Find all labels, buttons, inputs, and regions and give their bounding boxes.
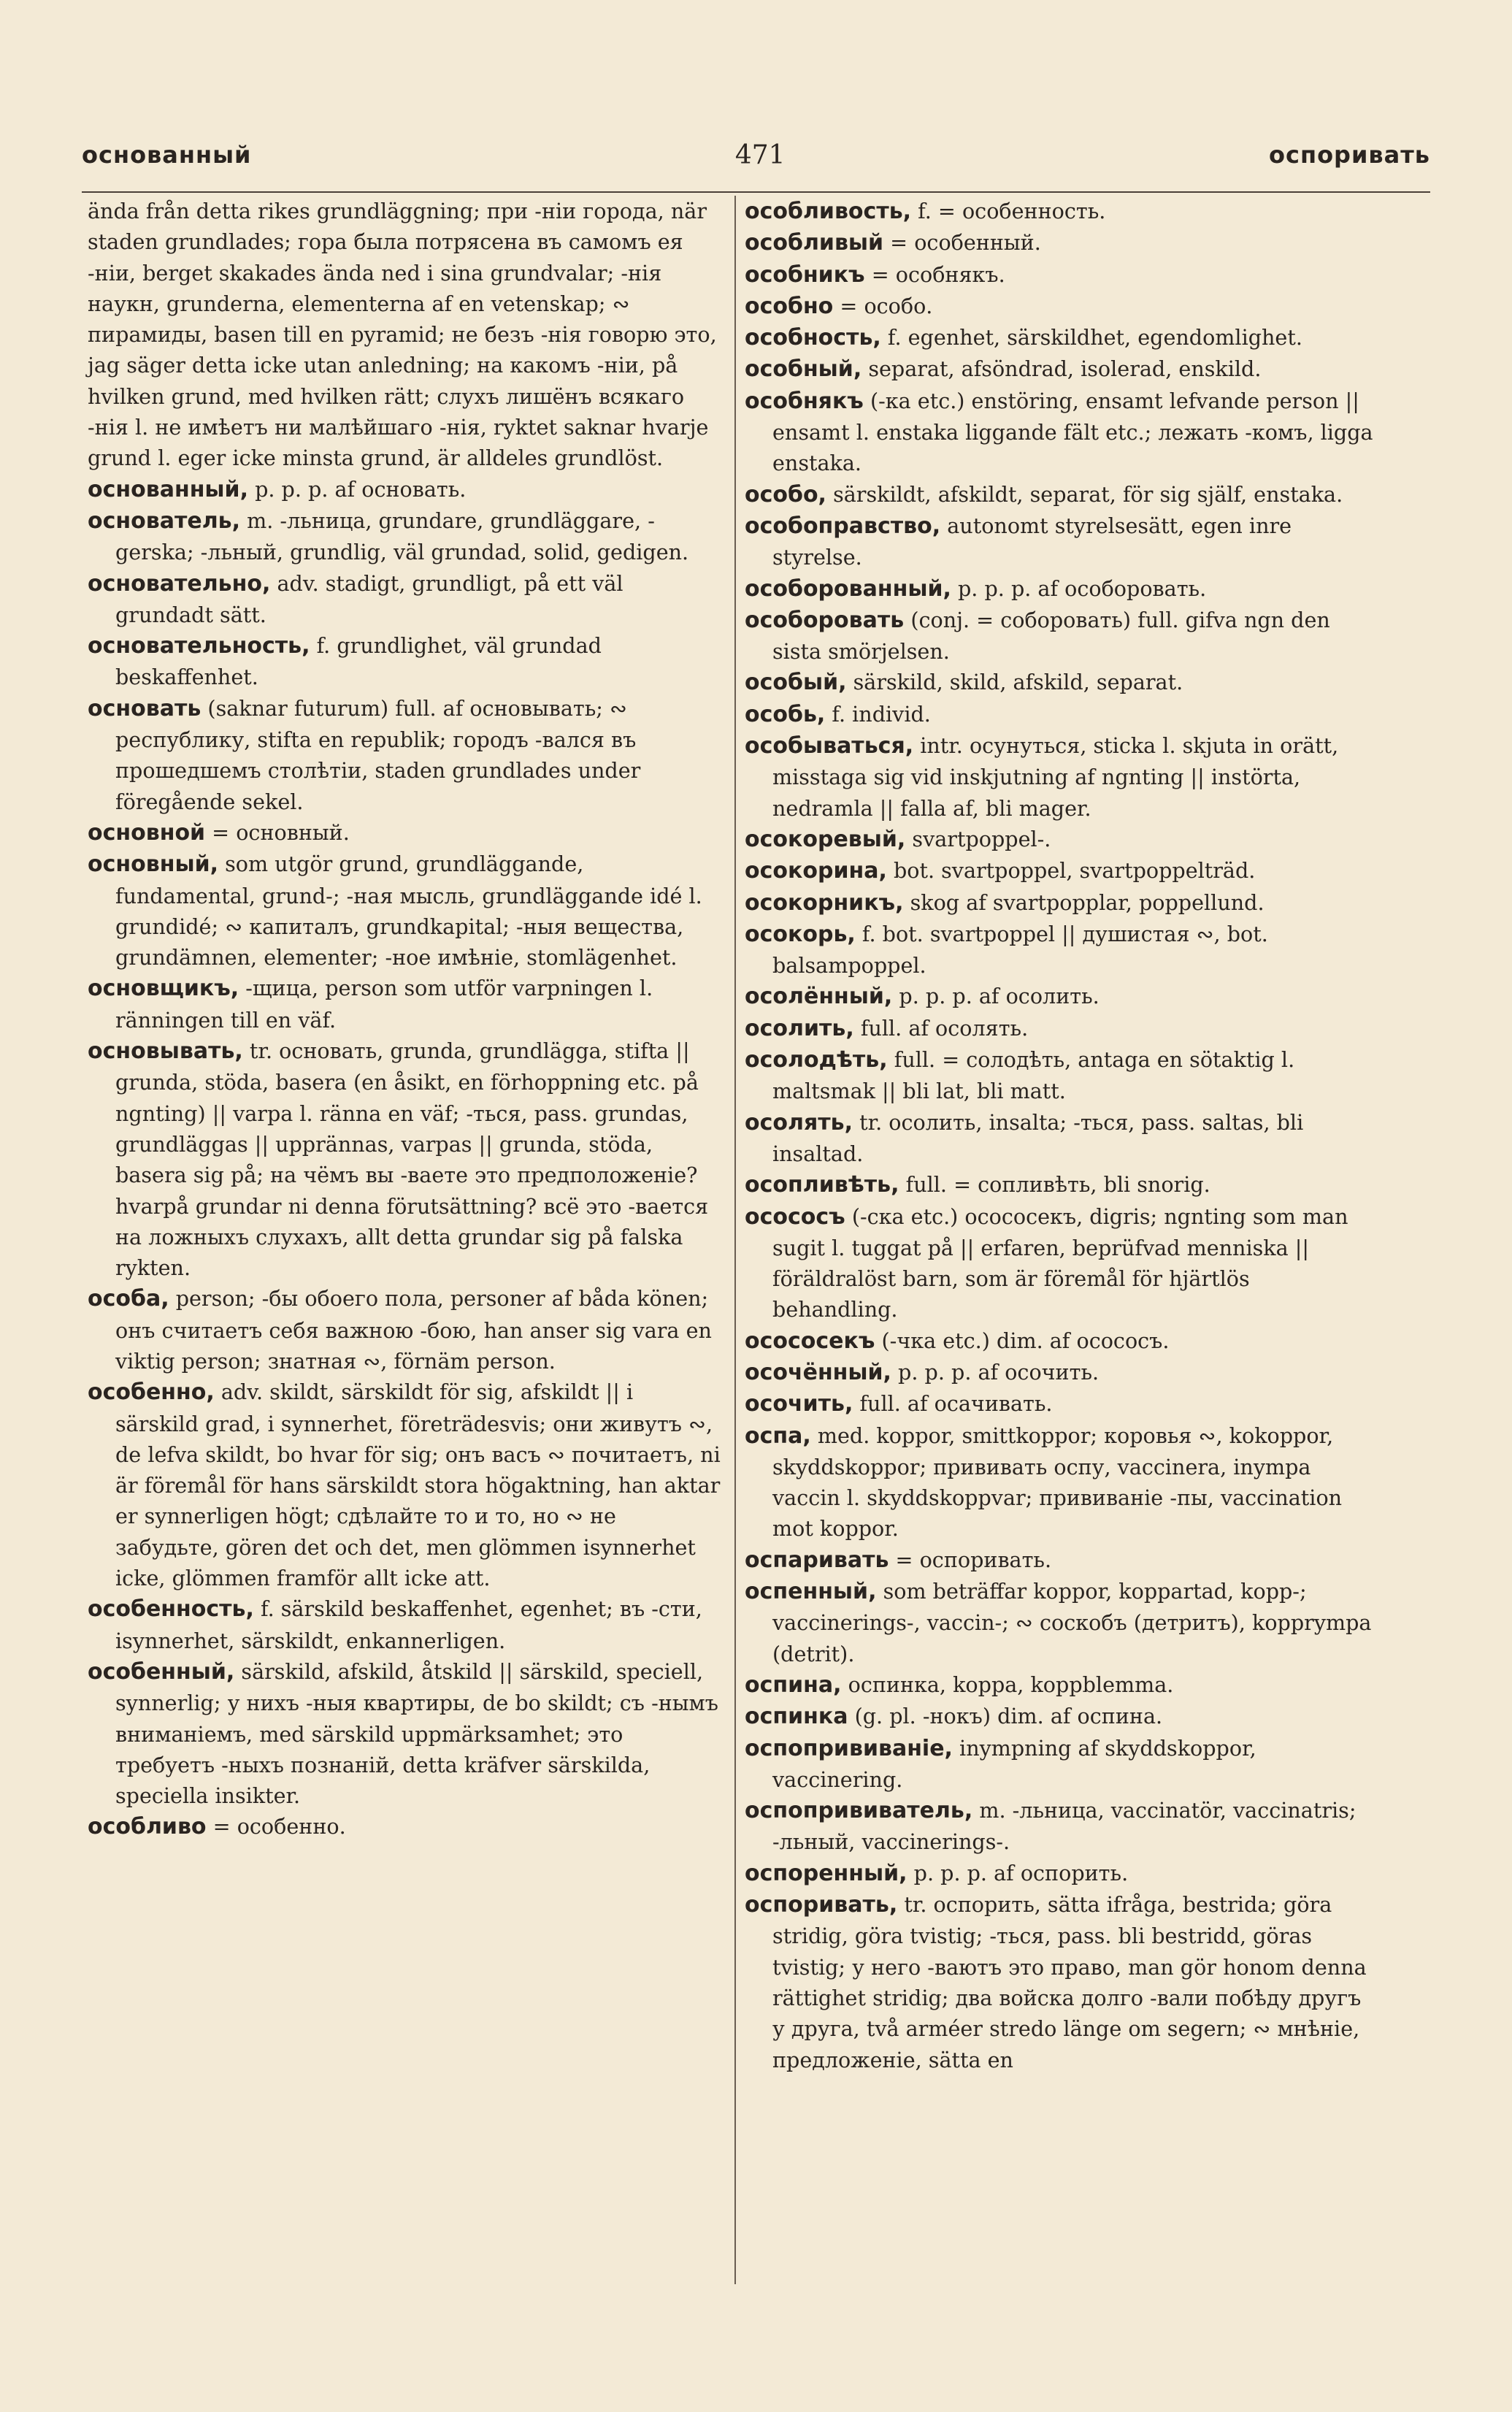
left-column	[88, 196, 723, 1843]
entry-definition: bot. svartpoppel, svartpoppelträd.	[893, 858, 1256, 884]
entry-definition: full. = сопливѣть, bli snorig.	[905, 1172, 1210, 1198]
dictionary-entry	[745, 1420, 1380, 1544]
entry-headword: основать	[88, 695, 202, 721]
dictionary-entry	[745, 981, 1380, 1012]
entry-definition: = особенный.	[890, 230, 1041, 256]
entry-headword: осочить,	[745, 1391, 853, 1417]
entry-definition: särskild, afskild, åtskild || särskild, speciell, synnerlig; у нихъ -ныя квартиры, de bo skildt; съ -нымъ вниманіемъ, med särskild uppmärksamhet; это требуетъ -ныхъ познаній, detta kräfver särskilda, speciella insikter.	[115, 1658, 718, 1809]
entry-definition: p. p. p. af основать.	[255, 476, 467, 502]
dictionary-entry	[745, 291, 1380, 322]
dictionary-entry	[88, 1593, 723, 1656]
dictionary-entry	[745, 1044, 1380, 1107]
entry-definition: intr. осунуться, sticka l. skjuta in orätt, misstaga sig vid inskjutning af ngnting || instörta, nedramla || falla af, bli mager.	[772, 733, 1339, 821]
dictionary-entry	[745, 259, 1380, 291]
entry-headword: осокоревый,	[745, 826, 906, 852]
entry-definition: = особенно.	[212, 1814, 346, 1839]
entry-definition: tr. оспорить, sätta ifråga, bestrida; göra stridig, göra tvistig; -ться, pass. bli bestridd, göras tvistig; у него -ваютъ это право, man gör honom denna rättighet stridig; два войска долго -вали побѣду другъ у друга, två arméer stredo länge om segern; ∾ мнѣніе, предложеніе, sätta en	[772, 1892, 1367, 2072]
entry-headword: особо,	[745, 481, 826, 508]
entry-definition: (g. pl. -нокъ) dim. af оспина.	[854, 1704, 1163, 1729]
entry-definition: som beträffar koppor, koppartad, kopp-; vaccinerings-, vaccin-; ∾ соскобъ (детритъ), kopprympa (detrit).	[772, 1579, 1372, 1666]
entry-headword: основательность,	[88, 633, 310, 659]
entry-definition: (-ска etc.) осососекъ, digris; ngnting som man sugit l. tuggat på || erfaren, beprüfvad menniska || föräldralöst barn, som är föremål för hjärtlös behandling.	[772, 1203, 1348, 1322]
entry-definition: -щица, person som utför varpningen l. ränningen till en väf.	[115, 976, 653, 1033]
dictionary-entry	[745, 1701, 1380, 1732]
entry-headword: оспина,	[745, 1672, 842, 1698]
dictionary-entry	[88, 196, 723, 474]
entry-headword: оспинка	[745, 1704, 848, 1730]
entry-definition: = особнякъ.	[871, 261, 1005, 287]
dictionary-entry	[745, 1169, 1380, 1201]
dictionary-entry	[88, 568, 723, 631]
entry-definition: m. -льница, vaccinatör, vaccinatris; -льный, vaccinerings-.	[772, 1798, 1356, 1855]
entry-definition: m. -льница, grundare, grundläggare, -gerska; -льный, grundlig, väl grundad, solid, gedigen.	[115, 508, 689, 565]
dictionary-entry	[745, 573, 1380, 605]
entry-definition: f. grundlighet, väl grundad beskaffenhet.	[115, 633, 602, 690]
entry-headword: особенность,	[88, 1596, 254, 1623]
entry-headword: осолять,	[745, 1109, 853, 1136]
dictionary-entry	[88, 693, 723, 817]
entry-definition: оспинка, koppa, koppblemma.	[848, 1672, 1174, 1697]
entry-headword: особоровать	[745, 607, 905, 633]
entry-headword: основщикъ,	[88, 976, 239, 1002]
entry-headword: особенно,	[88, 1379, 215, 1406]
entry-definition: autonomt styrelsesätt, egen inre styrelse.	[772, 513, 1292, 570]
entry-headword: особорованный,	[745, 575, 951, 602]
dictionary-entry	[745, 353, 1380, 385]
dictionary-entry	[88, 474, 723, 505]
entry-headword: особый,	[745, 670, 847, 696]
entry-headword: оспа,	[745, 1423, 811, 1449]
dictionary-entry	[745, 227, 1380, 259]
entry-headword: основный,	[88, 851, 218, 878]
dictionary-entry	[745, 1889, 1380, 2075]
entry-definition: adv. skildt, särskildt för sig, afskildt || i särskild grad, i synnerhet, företrädesvis; они живутъ ∾, de lefva skildt, bo hvar för sig; онъ васъ ∾ почитаетъ, ni är föremål för hans särskildt stora högaktning, han aktar er synnerligen högt; сдѣлайте то и то, но ∾ не забудьте, gören det och det, men glömmen isynnerhet icke, glömmen framför allt icke att.	[115, 1379, 721, 1591]
dictionary-entry	[745, 1858, 1380, 1889]
entry-headword: особа,	[88, 1286, 169, 1312]
entry-definition: = оспоривать.	[895, 1547, 1052, 1572]
entry-definition: f. särskild beskaffenhet, egenhet; въ -сти, isynnerhet, särskildt, enkannerligen.	[115, 1596, 702, 1653]
entry-headword: осопливѣть,	[745, 1172, 899, 1198]
entry-headword: основательно,	[88, 570, 271, 597]
entry-headword: оспоренный,	[745, 1860, 907, 1886]
entry-definition: full. af осолять.	[860, 1015, 1029, 1041]
dictionary-entry	[745, 667, 1380, 698]
dictionary-entry	[745, 322, 1380, 353]
dictionary-entry	[745, 1795, 1380, 1858]
dictionary-entry	[745, 699, 1380, 730]
entry-definition: separat, afsöndrad, isolerad, enskild.	[868, 356, 1262, 382]
dictionary-entry	[745, 1325, 1380, 1357]
entry-headword: основатель,	[88, 508, 241, 534]
dictionary-entry	[745, 1733, 1380, 1796]
entry-headword: особь,	[745, 701, 826, 727]
right-column	[745, 196, 1380, 2075]
dictionary-entry	[88, 1283, 723, 1377]
dictionary-entry	[745, 1201, 1380, 1325]
entry-headword: основанный,	[88, 476, 248, 502]
dictionary-entry	[88, 630, 723, 693]
dictionary-entry	[745, 855, 1380, 887]
entry-definition: skog af svartpopplar, poppellund.	[910, 889, 1265, 915]
entry-definition: svartpoppel-.	[912, 826, 1051, 851]
entry-headword: особный,	[745, 356, 862, 383]
entry-headword: осососъ	[745, 1203, 845, 1230]
column-divider	[734, 196, 736, 2284]
dictionary-entry	[745, 730, 1380, 824]
dictionary-entry	[745, 887, 1380, 919]
dictionary-entry	[745, 1669, 1380, 1701]
header-rule	[82, 191, 1430, 193]
entry-headword: осолить,	[745, 1015, 854, 1041]
entry-definition: person; -бы обоего пола, personer af båda könen; онъ считаетъ себя важною -бою, han anser sig vara en viktig person; знатная ∾, förnäm person.	[115, 1286, 712, 1374]
dictionary-entry	[745, 196, 1380, 227]
entry-definition: p. p. p. af оспорить.	[913, 1860, 1129, 1885]
entry-headword: осососекъ	[745, 1328, 875, 1354]
right-running-headword: оспоривать	[1269, 141, 1430, 169]
entry-definition: adv. stadigt, grundligt, på ett väl grundadt sätt.	[115, 570, 623, 627]
page-number: 471	[734, 139, 786, 170]
entry-definition: (conj. = соборовать) full. gifva ngn den sista smörjelsen.	[772, 607, 1330, 665]
dictionary-entry	[745, 1544, 1380, 1576]
entry-definition: (-ка etc.) enstöring, ensamt lefvande person || ensamt l. enstaka liggande fält etc.; лежать -комъ, ligga enstaka.	[772, 388, 1373, 476]
entry-definition: f. individ.	[832, 701, 931, 727]
entry-definition: tr. основать, grunda, grundlägga, stifta || grunda, stöda, basera (en åsikt, en förhoppning etc. på ngnting) || varpa l. ränna en väf; -ться, pass. grundas, grundläggas || upprännas, varpas || grunda, stöda, basera sig på; на чёмъ вы -ваете это предположеніе? hvarpå grundar ni denna förutsättning? всё это -вается на ложныхъ слухахъ, allt detta grundar sig på falska rykten.	[115, 1038, 709, 1281]
entry-headword: особность,	[745, 325, 881, 351]
entry-headword: оспенный,	[745, 1579, 877, 1605]
entry-definition: p. p. p. af особоровать.	[957, 575, 1207, 601]
entry-headword: основывать,	[88, 1038, 243, 1065]
entry-headword: оспаривать	[745, 1547, 889, 1573]
entry-headword: особываться,	[745, 733, 914, 759]
entry-definition: = основный.	[212, 819, 350, 845]
entry-definition: p. p. p. af осолить.	[899, 984, 1100, 1009]
dictionary-entry	[745, 1388, 1380, 1420]
dictionary-entry	[745, 824, 1380, 855]
entry-definition: ända från detta rikes grundläggning; при -ніи города, när staden grundlades; гора была потрясена въ самомъ ея -ніи, berget skakades ända ned i sina grundvalar; -нія наукн, grunderna, elementerna af en vetenskap; ∾ пирамиды, basen till en pyramid; не безъ -нія говорю это, jag säger detta icke utan anledning; на какомъ -ніи, på hvilken grund, med hvilken rätt; слухъ лишёнъ всякаго -нія l. не имѣетъ ни малѣйшаго -нія, ryktet saknar hvarje grund l. eger icke minsta grund, är alldeles grundlöst.	[88, 199, 717, 471]
dictionary-entry	[88, 849, 723, 973]
left-running-headword: основанный	[82, 141, 252, 169]
entry-headword: особно	[745, 293, 834, 319]
entry-headword: оспопрививатель,	[745, 1798, 973, 1824]
dictionary-entry	[745, 510, 1380, 573]
dictionary-entry	[88, 505, 723, 568]
dictionary-entry	[745, 1357, 1380, 1388]
entry-definition: med. koppor, smittkoppor; коровья ∾, kokoppor, skyddskoppor; прививать оспу, vaccinera, inympa vaccin l. skyddskoppvar; прививаніе -пы, vaccination mot koppor.	[772, 1423, 1343, 1542]
dictionary-entry	[745, 605, 1380, 667]
dictionary-entry	[745, 386, 1380, 479]
entry-definition: f. = особенность.	[918, 199, 1106, 223]
dictionary-entry	[745, 479, 1380, 510]
dictionary-entry	[745, 1576, 1380, 1669]
entry-headword: особенный,	[88, 1658, 235, 1685]
entry-definition: som utgör grund, grundläggande, fundamental, grund-; -ная мысль, grundläggande idé l. grundidé; ∾ капиталъ, grundkapital; -ныя вещества, grundämnen, elementer; -ное имѣніе, stomlägenhet.	[115, 851, 702, 970]
entry-definition: full. = солодѣть, antaga en sötaktig l. maltsmak || bli lat, bli matt.	[772, 1047, 1295, 1104]
dictionary-entry	[745, 1107, 1380, 1170]
entry-headword: особникъ	[745, 261, 865, 288]
entry-headword: особливость,	[745, 199, 912, 224]
entry-definition: p. p. p. af осочить.	[898, 1359, 1100, 1385]
entry-definition: (-чка etc.) dim. af осососъ.	[881, 1328, 1170, 1353]
dictionary-entry	[745, 919, 1380, 981]
entry-definition: f. egenhet, särskildhet, egendomlighet.	[887, 325, 1302, 351]
dictionary-entry	[88, 1377, 723, 1593]
entry-headword: осолённый,	[745, 984, 893, 1010]
entry-headword: особнякъ	[745, 388, 864, 414]
dictionary-entry	[88, 1035, 723, 1283]
entry-headword: осокорина,	[745, 858, 887, 884]
dictionary-entry	[88, 1811, 723, 1842]
page-header	[82, 133, 1430, 177]
entry-definition: full. af осачивать.	[859, 1391, 1053, 1417]
entry-definition: inympning af skyddskoppor, vaccinering.	[772, 1735, 1256, 1792]
entry-headword: особливый	[745, 230, 884, 256]
entry-headword: особливо	[88, 1814, 207, 1840]
entry-headword: осокорникъ,	[745, 889, 904, 916]
dictionary-entry	[88, 817, 723, 849]
entry-headword: особоправство,	[745, 513, 941, 539]
entry-headword: основной	[88, 819, 206, 846]
entry-headword: оспопрививаніе,	[745, 1735, 953, 1761]
entry-headword: осочённый,	[745, 1359, 891, 1385]
dictionary-entry	[88, 1656, 723, 1811]
dictionary-entry	[88, 973, 723, 1035]
dictionary-entry	[745, 1013, 1380, 1044]
entry-headword: оспоривать,	[745, 1892, 898, 1918]
entry-definition: särskild, skild, afskild, separat.	[853, 670, 1183, 695]
entry-headword: осолодѣть,	[745, 1047, 888, 1073]
entry-definition: f. bot. svartpoppel || душистая ∾, bot. balsampoppel.	[772, 921, 1268, 979]
entry-definition: tr. осолить, insalta; -ться, pass. saltas, bli insaltad.	[772, 1109, 1304, 1166]
entry-headword: осокорь,	[745, 921, 856, 947]
entry-definition: särskildt, afskildt, separat, för sig själf, enstaka.	[833, 481, 1343, 507]
entry-definition: (saknar futurum) full. af основывать; ∾ республику, stifta en republik; городъ -вался въ прошедшемъ столѣтіи, staden grundlades under föregående sekel.	[115, 695, 641, 814]
entry-definition: = особо.	[840, 293, 933, 318]
